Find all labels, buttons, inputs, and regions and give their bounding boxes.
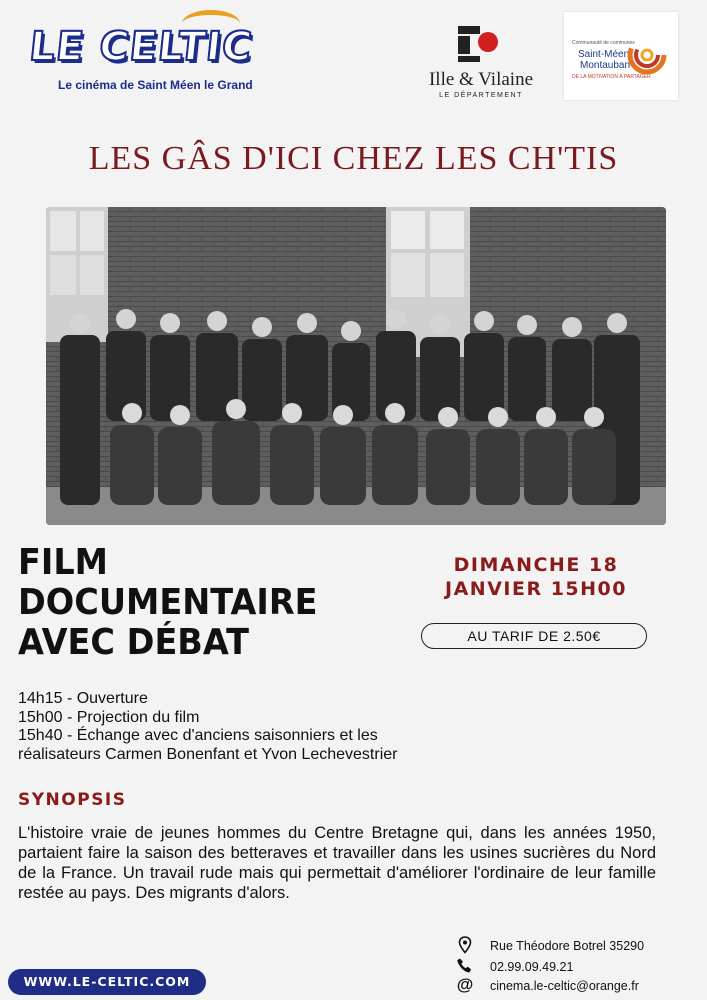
group-photo-illustration <box>46 207 666 525</box>
iv-mark-dot <box>478 32 498 52</box>
celtic-logo: LE CELTIC <box>27 24 255 70</box>
community-name-1: Saint-Méen <box>578 49 630 60</box>
phone-text[interactable]: 02.99.09.49.21 <box>490 960 574 974</box>
event-type-line-3: AVEC DÉBAT <box>18 622 249 663</box>
event-type-heading <box>18 543 317 663</box>
iv-mark-bar-bottom <box>458 56 480 62</box>
email-icon: @ <box>456 975 474 994</box>
event-date-line-2: JANVIER 15H00 <box>445 578 627 600</box>
schedule-list <box>18 690 397 764</box>
event-date-line-1: DIMANCHE 18 <box>453 554 619 576</box>
price-badge: AU TARIF DE 2.50€ <box>421 623 647 649</box>
email-text[interactable]: cinema.le-celtic@orange.fr <box>490 979 639 993</box>
address-text: Rue Théodore Botrel 35290 <box>490 939 645 953</box>
community-small-label: Communauté de communes <box>572 40 635 46</box>
event-date <box>418 553 654 601</box>
community-tagline: DE LA MOTIVATION À PARTAGER <box>572 74 651 80</box>
department-subtitle: LE DÉPARTEMENT <box>439 92 523 99</box>
iv-mark-bar-left <box>458 36 470 54</box>
ille-et-vilaine-logo-mark <box>456 24 502 64</box>
synopsis-heading: SYNOPSIS <box>18 790 127 810</box>
schedule-item: 14h15 - Ouverture <box>18 690 148 707</box>
location-pin-icon <box>456 936 474 954</box>
schedule-item: 15h40 - Échange avec d'anciens saisonniers et les <box>18 727 378 744</box>
phone-icon <box>456 957 474 975</box>
event-type-line-1: FILM <box>18 542 108 583</box>
website-link[interactable]: WWW.LE-CELTIC.COM <box>8 969 206 995</box>
department-name: Ille & Vilaine <box>428 69 534 90</box>
schedule-item: réalisateurs Carmen Bonenfant et Yvon Lechevestrier <box>18 745 398 763</box>
film-title: LES GÂS D'ICI CHEZ LES CH'TIS <box>88 140 619 177</box>
cinema-tagline: Le cinéma de Saint Méen le Grand <box>58 78 253 92</box>
community-logo-swirl-icon <box>626 34 668 76</box>
group-photo <box>46 207 666 525</box>
schedule-item: 15h00 - Projection du film <box>18 708 200 726</box>
iv-mark-bar-top <box>458 26 480 34</box>
community-name-2: Montauban <box>580 60 631 71</box>
event-type-line-2: DOCUMENTAIRE <box>18 582 318 623</box>
synopsis-text: L'histoire vraie de jeunes hommes du Centre Bretagne qui, dans les années 1950, partaient faire la saison des betteraves et travailler dans les usines sucrières du Nord de la France. Un travail rude mais qui permettait d'améliorer l'ordinaire de leur famille restée au pays. Des migrants d'alors. <box>18 824 656 902</box>
community-logo <box>564 12 678 100</box>
